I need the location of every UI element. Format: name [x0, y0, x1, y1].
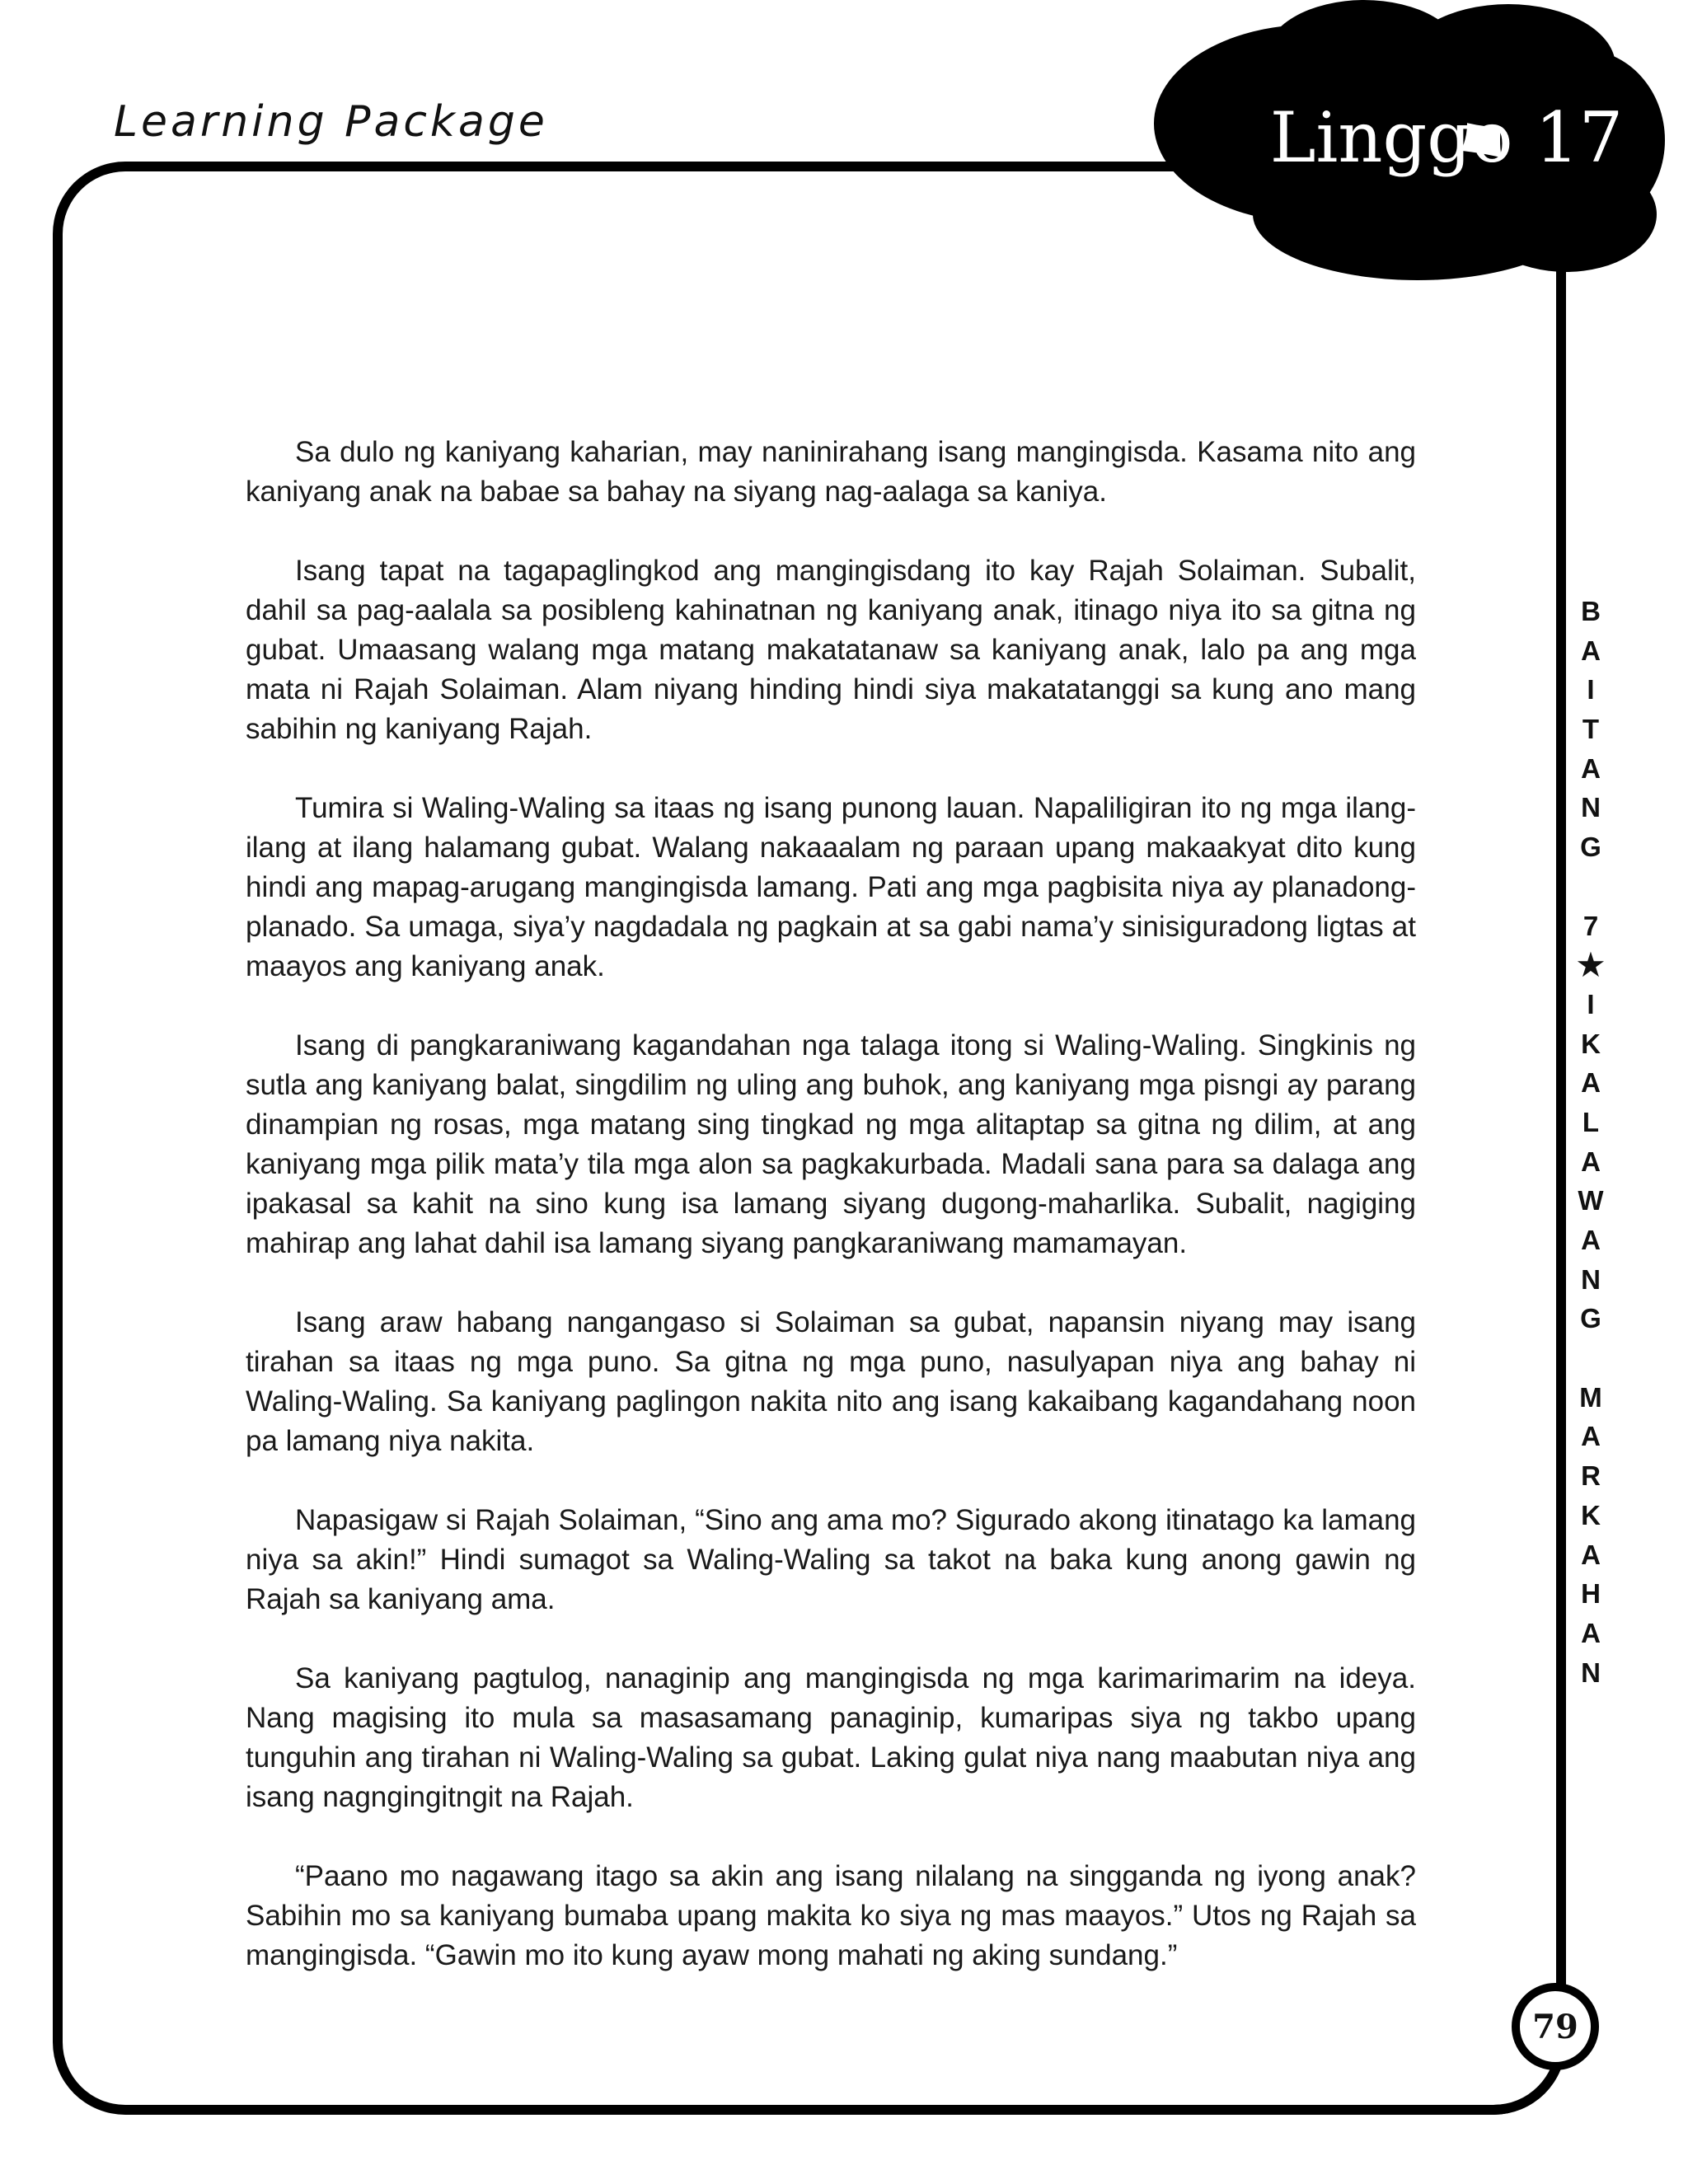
side-letter: G	[1580, 1303, 1601, 1334]
side-letter: N	[1581, 1657, 1601, 1688]
paragraph: Isang tapat na tagapaglingkod ang mangingisdang ito kay Rajah Solaiman. Subalit, dahil sa pag-aalala sa posibleng kahinatnan ng kaniyang anak, itinago niya ito sa gitna ng gubat. Umaasang walang mga matang makatatanaw sa kaniyang anak, lalo pa ang mga mata ni Rajah Solaiman. Alam niyang hinding hindi siya makatatanggi sa kung ano mang sabihin ng kaniyang Rajah.	[246, 555, 1416, 745]
paragraph: “Paano mo nagawang itago sa akin ang isang nilalang na singganda ng iyong anak? Sabihin mo sa kaniyang bumaba upang makita ko siya ng mas maayos.” Utos ng Rajah sa mangingisda. “Gawin mo ito kung ayaw mong mahati ng aking sundang.”	[246, 1860, 1416, 1971]
side-letter: A	[1581, 752, 1601, 784]
side-letter: A	[1581, 1421, 1601, 1452]
page-frame-right-edge	[1556, 223, 1566, 2044]
paragraph: Sa kaniyang pagtulog, nanaginip ang mangingisda ng mga karimarimarim na ideya. Nang magising ito mula sa masasamang panaginip, kumaripas siya ng takbo upang tunguhin ang tirahan ni Waling-Waling sa gubat. Laking gulat niya nang maabutan niya ang isang nagngingitngit na Rajah.	[246, 1662, 1416, 1813]
vertical-grade-label	[1566, 592, 1615, 1692]
side-letter: W	[1578, 1185, 1604, 1216]
side-letter: A	[1581, 1146, 1601, 1177]
paragraph: Sa dulo ng kaniyang kaharian, may naninirahang isang mangingisda. Kasama nito ang kaniyang anak na babae sa bahay na siyang nag-aalaga sa kaniya.	[246, 436, 1416, 508]
side-gap	[1587, 867, 1594, 907]
side-letter: A	[1581, 1539, 1601, 1570]
side-letter: N	[1581, 1263, 1601, 1295]
side-letter: L	[1582, 1106, 1600, 1137]
side-letter: K	[1581, 1028, 1601, 1059]
side-letter: A	[1581, 1617, 1601, 1648]
side-letter: M	[1579, 1381, 1602, 1413]
side-letter: R	[1581, 1460, 1601, 1492]
week-title: Linggo 17	[1269, 97, 1624, 178]
star-icon: ★	[1575, 945, 1606, 985]
side-letter: G	[1580, 832, 1601, 863]
side-gap	[1587, 1338, 1594, 1378]
side-letter: H	[1581, 1578, 1601, 1610]
side-letter: N	[1581, 792, 1601, 823]
side-letter: I	[1587, 674, 1595, 705]
side-letter: B	[1581, 596, 1601, 626]
side-letter: K	[1581, 1499, 1601, 1530]
side-letter: I	[1587, 988, 1595, 1019]
paragraph: Isang araw habang nangangaso si Solaiman sa gubat, napansin niyang may isang tirahan sa itaas ng mga puno. Sa gitna ng mga puno, nasulyapan niya ang bahay ni Waling-Waling. Sa kaniyang paglingon nakita nito ang isang kakaibang kagandahang noon pa lamang niya nakita.	[246, 1306, 1416, 1457]
side-letter: T	[1582, 714, 1600, 745]
side-letter: 7	[1582, 910, 1599, 941]
story-body	[246, 433, 1416, 2015]
side-letter: A	[1581, 1067, 1601, 1099]
page-number: 79	[1512, 1983, 1599, 2070]
paragraph: Isang di pangkaraniwang kagandahan nga talaga itong si Waling-Waling. Singkinis ng sutla ang kaniyang balat, singdilim ng uling ang buhok, ang kaniyang mga pisngi ay parang dinampian ng rosas, mga matang sing tingkad ng mga alitaptap sa gitna ng dilim, at ang kaniyang mga pilik mata’y tila mga alon sa pagkakurbada. Madali sana para sa dalaga ang ipakasal sa kahit na sino kung isa lamang siyang dugong-maharlika. Subalit, nagiging mahirap ang lahat dahil isa lamang siyang pangkaraniwang mamamayan.	[246, 1029, 1416, 1259]
header-label: Learning Package	[114, 97, 548, 147]
side-letter: A	[1581, 1225, 1601, 1255]
side-letter: A	[1581, 635, 1601, 666]
paragraph: Tumira si Waling-Waling sa itaas ng isang punong lauan. Napaliligiran ito ng mga ilang-ilang at ilang halamang gubat. Walang nakaaalam ng paraan upang makaakyat dito kung hindi ang mapag-arugang mangingisda lamang. Pati ang mga pagbisita niya ay planadong-planado. Sa umaga, siya’y nagdadala ng pagkain at sa gabi nama’y sinisiguradong ligtas at maayos ang kaniyang anak.	[246, 792, 1416, 982]
paragraph: Napasigaw si Rajah Solaiman, “Sino ang ama mo? Sigurado akong itinatago ka lamang niya sa akin!” Hindi sumagot sa Waling-Waling sa takot na baka kung anong gawin ng Rajah sa kaniyang ama.	[246, 1504, 1416, 1615]
